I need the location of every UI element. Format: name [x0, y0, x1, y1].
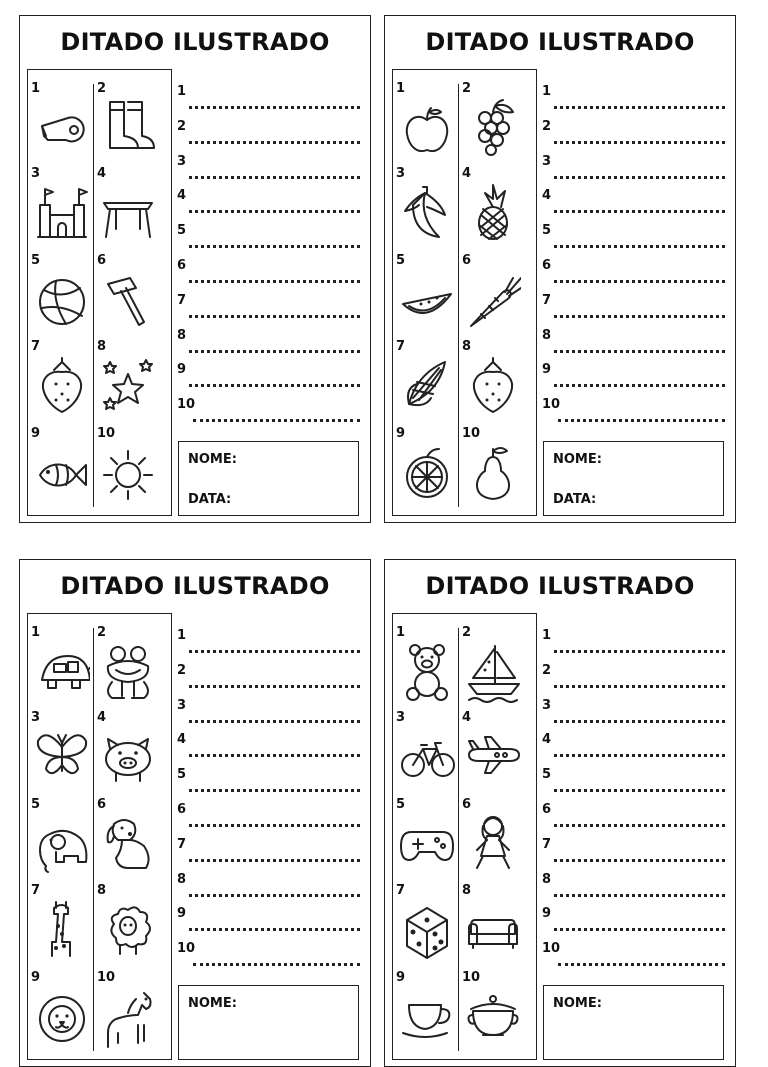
picture-number: 1: [396, 625, 406, 640]
answer-line[interactable]: [177, 941, 362, 976]
picture-number: 5: [396, 253, 406, 268]
dotted-line: [189, 350, 360, 353]
picture-cell: [459, 78, 523, 163]
answer-line-number: 1: [542, 628, 552, 643]
answer-line-number: 3: [177, 697, 187, 713]
sailboat-icon: [465, 640, 521, 704]
picture-number: 8: [97, 339, 107, 354]
dotted-line: [554, 176, 725, 179]
picture-number: 9: [31, 426, 41, 441]
butterfly-icon: [34, 725, 90, 789]
picture-number: 5: [31, 253, 41, 268]
picture-cell: [459, 880, 523, 965]
answer-line-number: 10: [542, 941, 561, 957]
answer-line[interactable]: [542, 628, 727, 663]
picture-grid: [27, 69, 172, 516]
table-icon: [100, 181, 156, 245]
sun-icon: [100, 441, 156, 505]
answer-line-number: 6: [177, 257, 187, 273]
picture-cell: [94, 967, 158, 1052]
picture-cell: [393, 78, 457, 163]
teacup-icon: [399, 985, 455, 1049]
answer-line-number: 9: [542, 906, 552, 922]
pineapple-icon: [465, 181, 521, 245]
picture-number: 2: [97, 81, 107, 96]
date-label[interactable]: DATA:: [188, 492, 232, 507]
picture-number: 1: [31, 81, 41, 96]
answer-line-number: 10: [177, 397, 196, 413]
picture-cell: [459, 794, 523, 879]
dotted-line: [554, 894, 725, 897]
pig-icon: [100, 725, 156, 789]
answer-line-number: 4: [542, 732, 552, 748]
teddy-bear-icon: [399, 640, 455, 704]
answer-line-number: 7: [177, 836, 187, 852]
student-info-box: [178, 985, 359, 1060]
dotted-line: [554, 650, 725, 653]
dotted-line: [558, 419, 725, 422]
answer-line[interactable]: [177, 119, 362, 154]
answer-line[interactable]: [177, 628, 362, 663]
picture-cell: [393, 880, 457, 965]
picture-cell: [393, 163, 457, 248]
picture-cell: [28, 967, 92, 1052]
answer-line[interactable]: [177, 663, 362, 698]
student-info-box: [543, 985, 724, 1060]
strawberry-icon: [34, 354, 90, 418]
picture-cell: [459, 423, 523, 508]
answer-line-number: 5: [542, 767, 552, 783]
answer-line[interactable]: [177, 802, 362, 837]
answer-line-number: 8: [542, 327, 552, 343]
answer-line-number: 9: [177, 906, 187, 922]
picture-cell: [393, 707, 457, 792]
answer-line[interactable]: [542, 732, 727, 767]
answer-line-number: 7: [542, 292, 552, 308]
picture-cell: [28, 78, 92, 163]
card-title: DITADO ILUSTRADO: [60, 572, 330, 600]
picture-cell: [28, 163, 92, 248]
answer-line-number: 8: [177, 871, 187, 887]
picture-number: 1: [396, 81, 406, 96]
sheep-icon: [100, 898, 156, 962]
dotted-line: [189, 685, 360, 688]
picture-number: 6: [462, 797, 472, 812]
name-label[interactable]: NOME:: [188, 996, 237, 1011]
answer-line[interactable]: [542, 328, 727, 363]
answer-line[interactable]: [177, 872, 362, 907]
picture-number: 3: [396, 166, 406, 181]
dotted-line: [554, 245, 725, 248]
answer-line[interactable]: [542, 188, 727, 223]
picture-number: 10: [97, 426, 116, 441]
picture-number: 8: [462, 883, 472, 898]
card-title: DITADO ILUSTRADO: [425, 572, 695, 600]
answer-line-number: 2: [177, 662, 187, 678]
answer-line-number: 3: [542, 697, 552, 713]
sugar-bowl-icon: [465, 985, 521, 1049]
fish-icon: [34, 441, 90, 505]
answer-line[interactable]: [542, 223, 727, 258]
dotted-line: [189, 384, 360, 387]
picture-number: 6: [97, 253, 107, 268]
answer-line[interactable]: [177, 223, 362, 258]
dotted-line: [558, 963, 725, 966]
picture-cell: [393, 423, 457, 508]
picture-number: 3: [31, 710, 41, 725]
picture-number: 8: [462, 339, 472, 354]
answer-line[interactable]: [177, 698, 362, 733]
answer-lines: [177, 628, 362, 976]
dotted-line: [189, 928, 360, 931]
dictation-card: [19, 15, 371, 523]
student-info-box: [543, 441, 724, 516]
sofa-icon: [465, 898, 521, 962]
answer-line-number: 8: [177, 327, 187, 343]
dictation-card: [384, 15, 736, 523]
student-info-box: [178, 441, 359, 516]
answer-line-number: 5: [177, 767, 187, 783]
picture-cell: [28, 880, 92, 965]
picture-grid: [392, 69, 537, 516]
picture-number: 4: [462, 710, 472, 725]
turtle-icon: [34, 640, 90, 704]
name-label[interactable]: NOME:: [188, 452, 237, 467]
bicycle-icon: [399, 725, 455, 789]
picture-cell: [393, 967, 457, 1052]
dotted-line: [554, 928, 725, 931]
answer-line[interactable]: [177, 906, 362, 941]
answer-line-number: 10: [542, 397, 561, 413]
dotted-line: [554, 754, 725, 757]
dotted-line: [189, 106, 360, 109]
picture-number: 3: [31, 166, 41, 181]
answer-line-number: 4: [177, 188, 187, 204]
lion-icon: [34, 985, 90, 1049]
picture-grid: [27, 613, 172, 1060]
answer-line[interactable]: [542, 698, 727, 733]
answer-line[interactable]: [177, 258, 362, 293]
picture-number: 7: [31, 339, 41, 354]
picture-number: 8: [97, 883, 107, 898]
dictation-card: [384, 559, 736, 1067]
name-label[interactable]: NOME:: [553, 996, 602, 1011]
answer-line[interactable]: [177, 188, 362, 223]
horse-icon: [100, 985, 156, 1049]
dotted-line: [554, 824, 725, 827]
answer-line-number: 8: [542, 871, 552, 887]
strawberry-icon: [465, 354, 521, 418]
picture-cell: [459, 622, 523, 707]
answer-line[interactable]: [542, 362, 727, 397]
answer-line-number: 7: [177, 292, 187, 308]
answer-line-number: 1: [177, 84, 187, 99]
picture-number: 9: [31, 970, 41, 985]
picture-cell: [393, 794, 457, 879]
picture-number: 7: [396, 883, 406, 898]
picture-cell: [459, 163, 523, 248]
picture-cell: [28, 794, 92, 879]
picture-number: 1: [31, 625, 41, 640]
answer-line[interactable]: [177, 362, 362, 397]
picture-number: 2: [462, 81, 472, 96]
picture-number: 6: [97, 797, 107, 812]
answer-line[interactable]: [542, 154, 727, 189]
answer-line[interactable]: [542, 906, 727, 941]
answer-line[interactable]: [177, 328, 362, 363]
orange-icon: [399, 441, 455, 505]
answer-line[interactable]: [177, 837, 362, 872]
picture-number: 7: [396, 339, 406, 354]
answer-line-number: 6: [542, 257, 552, 273]
answer-line-number: 4: [542, 188, 552, 204]
dotted-line: [189, 245, 360, 248]
grapes-icon: [465, 96, 521, 160]
picture-cell: [28, 250, 92, 335]
corn-icon: [399, 354, 455, 418]
answer-line-number: 6: [177, 801, 187, 817]
picture-cell: [28, 707, 92, 792]
dotted-line: [554, 384, 725, 387]
answer-line-number: 10: [177, 941, 196, 957]
dotted-line: [554, 280, 725, 283]
dotted-line: [193, 419, 360, 422]
answer-line-number: 9: [177, 362, 187, 378]
picture-cell: [28, 336, 92, 421]
picture-number: 5: [396, 797, 406, 812]
answer-line-number: 4: [177, 732, 187, 748]
picture-cell: [94, 707, 158, 792]
carrot-icon: [465, 268, 521, 332]
picture-number: 10: [97, 970, 116, 985]
answer-line[interactable]: [542, 802, 727, 837]
picture-cell: [94, 423, 158, 508]
picture-cell: [393, 622, 457, 707]
picture-number: 7: [31, 883, 41, 898]
picture-cell: [459, 707, 523, 792]
answer-line[interactable]: [542, 258, 727, 293]
dotted-line: [189, 859, 360, 862]
dotted-line: [554, 315, 725, 318]
dotted-line: [189, 824, 360, 827]
name-label[interactable]: NOME:: [553, 452, 602, 467]
boots-icon: [100, 96, 156, 160]
airplane-icon: [465, 725, 521, 789]
elephant-icon: [34, 812, 90, 876]
card-title: DITADO ILUSTRADO: [425, 28, 695, 56]
answer-line[interactable]: [177, 767, 362, 802]
picture-cell: [94, 880, 158, 965]
picture-cell: [94, 163, 158, 248]
dotted-line: [189, 141, 360, 144]
picture-cell: [459, 967, 523, 1052]
answer-line[interactable]: [542, 872, 727, 907]
dotted-line: [554, 350, 725, 353]
answer-line[interactable]: [542, 837, 727, 872]
dotted-line: [189, 720, 360, 723]
dotted-line: [189, 176, 360, 179]
answer-line[interactable]: [177, 154, 362, 189]
dotted-line: [554, 685, 725, 688]
frog-icon: [100, 640, 156, 704]
picture-number: 2: [462, 625, 472, 640]
doll-icon: [465, 812, 521, 876]
dotted-line: [554, 720, 725, 723]
answer-line-number: 5: [177, 223, 187, 239]
answer-line-number: 5: [542, 223, 552, 239]
picture-number: 4: [97, 710, 107, 725]
ball-icon: [34, 268, 90, 332]
answer-line-number: 1: [542, 84, 552, 99]
card-title: DITADO ILUSTRADO: [60, 28, 330, 56]
whistle-icon: [34, 96, 90, 160]
answer-line-number: 3: [177, 153, 187, 169]
picture-number: 9: [396, 970, 406, 985]
picture-number: 10: [462, 426, 481, 441]
answer-line-number: 2: [542, 118, 552, 134]
picture-number: 2: [97, 625, 107, 640]
picture-grid: [392, 613, 537, 1060]
picture-cell: [393, 250, 457, 335]
stars-icon: [100, 354, 156, 418]
picture-number: 4: [462, 166, 472, 181]
picture-cell: [393, 336, 457, 421]
picture-cell: [459, 250, 523, 335]
dotted-line: [554, 141, 725, 144]
dotted-line: [189, 650, 360, 653]
picture-cell: [94, 622, 158, 707]
gamepad-icon: [399, 812, 455, 876]
dotted-line: [189, 754, 360, 757]
picture-cell: [459, 336, 523, 421]
answer-line-number: 6: [542, 801, 552, 817]
picture-cell: [94, 78, 158, 163]
dotted-line: [189, 280, 360, 283]
date-label[interactable]: DATA:: [553, 492, 597, 507]
answer-line[interactable]: [177, 397, 362, 432]
dotted-line: [554, 210, 725, 213]
dotted-line: [189, 315, 360, 318]
answer-line-number: 2: [177, 118, 187, 134]
dotted-line: [554, 106, 725, 109]
answer-line[interactable]: [542, 767, 727, 802]
answer-line[interactable]: [542, 293, 727, 328]
answer-lines: [542, 84, 727, 432]
answer-line[interactable]: [542, 663, 727, 698]
answer-line-number: 7: [542, 836, 552, 852]
banana-icon: [399, 181, 455, 245]
answer-lines: [177, 84, 362, 432]
pear-icon: [465, 441, 521, 505]
dictation-card: [19, 559, 371, 1067]
dog-icon: [100, 812, 156, 876]
dotted-line: [554, 859, 725, 862]
answer-line[interactable]: [542, 119, 727, 154]
answer-line-number: 2: [542, 662, 552, 678]
answer-line[interactable]: [177, 732, 362, 767]
dotted-line: [189, 210, 360, 213]
dice-icon: [399, 898, 455, 962]
watermelon-icon: [399, 268, 455, 332]
picture-cell: [94, 794, 158, 879]
picture-number: 6: [462, 253, 472, 268]
dotted-line: [193, 963, 360, 966]
answer-line[interactable]: [542, 84, 727, 119]
picture-number: 10: [462, 970, 481, 985]
answer-line[interactable]: [177, 293, 362, 328]
answer-line-number: 1: [177, 628, 187, 643]
answer-line-number: 9: [542, 362, 552, 378]
picture-number: 4: [97, 166, 107, 181]
picture-cell: [94, 250, 158, 335]
answer-line[interactable]: [177, 84, 362, 119]
picture-cell: [28, 622, 92, 707]
dotted-line: [189, 894, 360, 897]
picture-number: 3: [396, 710, 406, 725]
picture-number: 9: [396, 426, 406, 441]
picture-cell: [94, 336, 158, 421]
castle-icon: [34, 181, 90, 245]
dotted-line: [554, 789, 725, 792]
giraffe-icon: [34, 898, 90, 962]
dotted-line: [189, 789, 360, 792]
answer-line-number: 3: [542, 153, 552, 169]
picture-number: 5: [31, 797, 41, 812]
answer-line[interactable]: [542, 941, 727, 976]
hammer-icon: [100, 268, 156, 332]
apple-icon: [399, 96, 455, 160]
answer-line[interactable]: [542, 397, 727, 432]
answer-lines: [542, 628, 727, 976]
picture-cell: [28, 423, 92, 508]
